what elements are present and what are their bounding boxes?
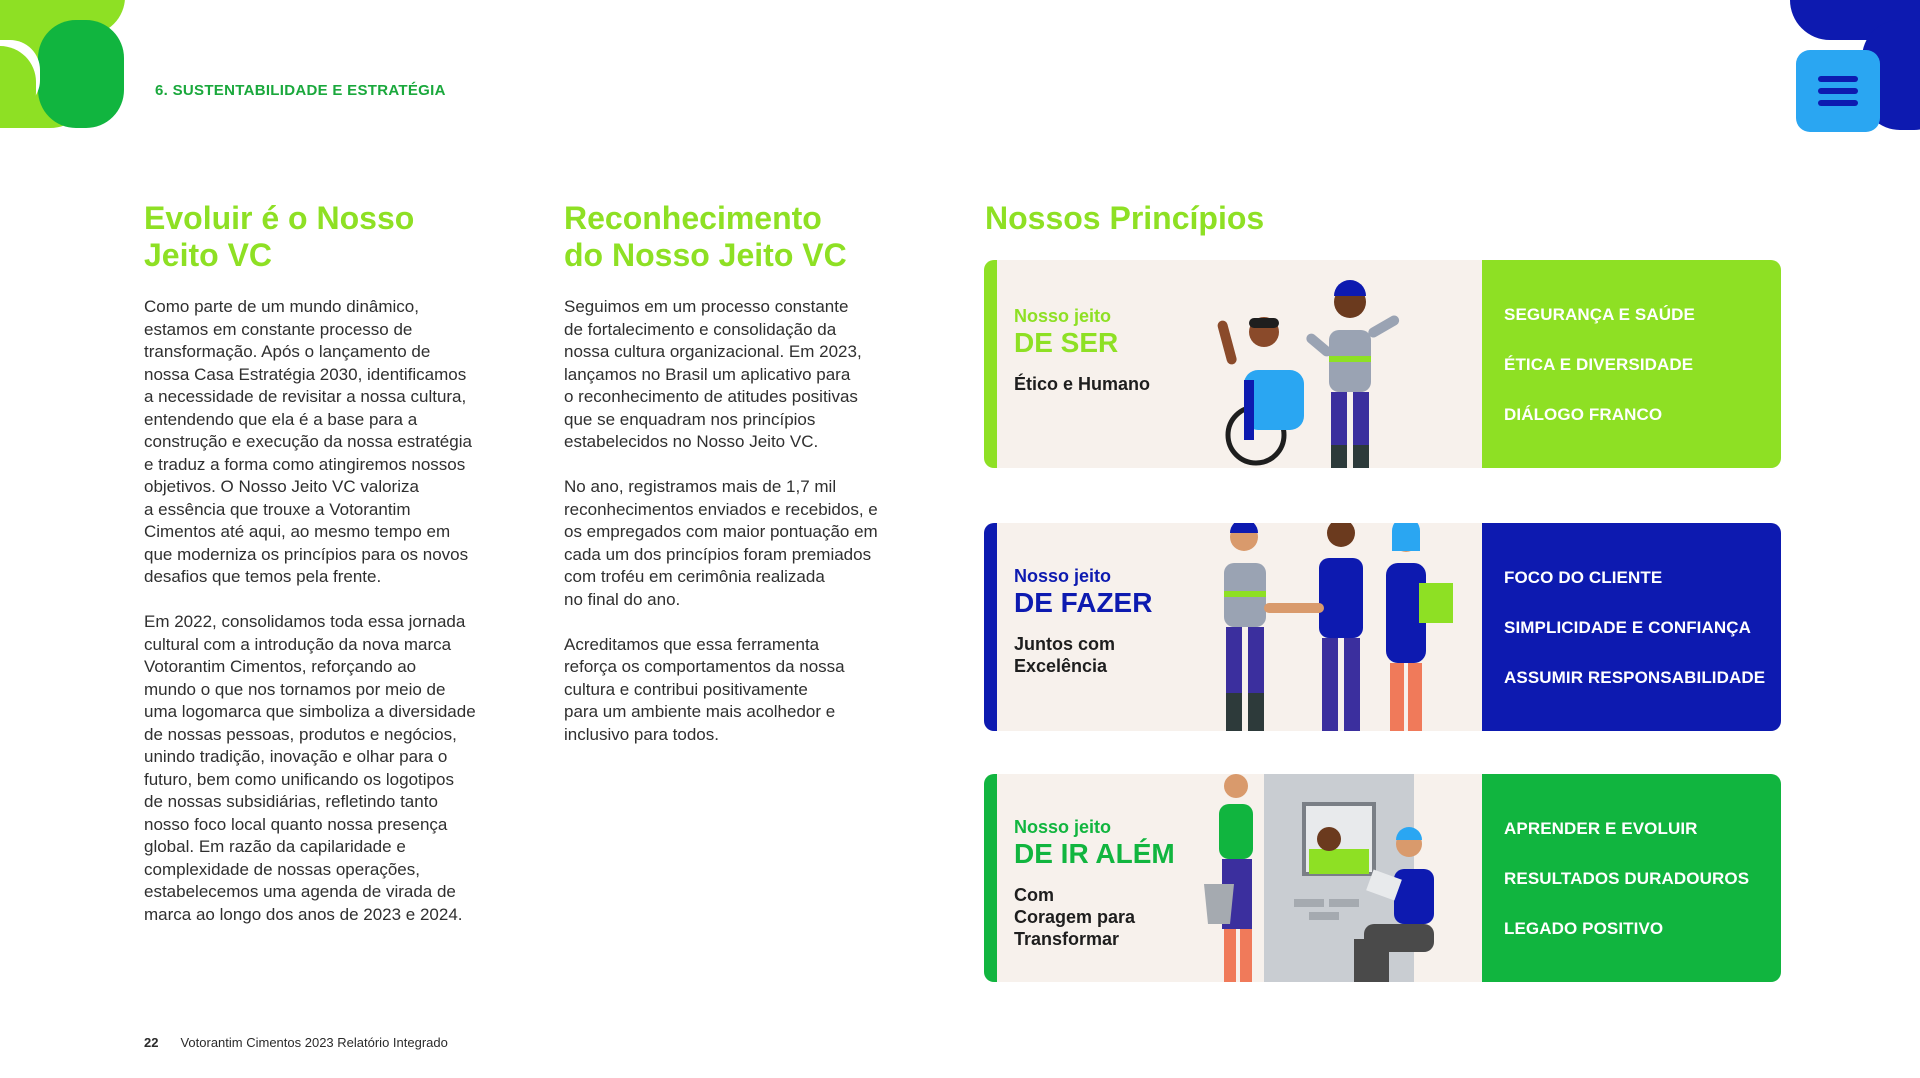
people-illustration <box>1204 774 1484 982</box>
value-item: FOCO DO CLIENTE <box>1504 567 1663 587</box>
page-footer <box>144 1035 448 1050</box>
card-kicker: Nosso jeito <box>1014 306 1112 326</box>
card-values <box>1482 260 1781 468</box>
paragraph: No ano, registramos mais de 1,7 mil reconhecimentos enviados e recebidos, e os empregados com maior pontuação em cada um dos princípios foram premiados com troféu em cerimônia realizada no final do ano. <box>564 477 878 609</box>
card-title: DE IR ALÉM <box>1014 838 1175 869</box>
card-accent-stripe <box>984 774 997 982</box>
card-kicker: Nosso jeito <box>1014 566 1112 586</box>
card-title: DE FAZER <box>1014 587 1153 618</box>
principles-title: Nossos Princípios <box>985 200 1265 236</box>
card-subtitle: Com Coragem para Transformar <box>1014 885 1136 949</box>
principle-card-de-ser <box>984 260 1781 468</box>
card-accent-stripe <box>984 523 997 731</box>
hamburger-menu-icon <box>1818 76 1858 106</box>
paragraph: Em 2022, consolidamos toda essa jornada cultural com a introdução da nova marca Votorantim Cimentos, reforçando ao mundo o que nos tornamos por meio de uma logomarca que simboliza a diversidade de nossas pessoas, produtos e negócios, unindo tradição, inovação e olhar para o futuro, bem como unificando os logotipos de nossas subsidiárias, refletindo tanto nosso foco local quanto nossa presença global. Em razão da capilaridade e complexidade de nossas operações, estabelecemos uma agenda de virada de marca ao longo dos anos de 2023 e 2024. <box>144 612 476 924</box>
value-item: SIMPLICIDADE E CONFIANÇA <box>1504 617 1752 637</box>
card-kicker: Nosso jeito <box>1014 817 1112 837</box>
menu-button[interactable] <box>1796 50 1880 132</box>
paragraph: Como parte de um mundo dinâmico, estamos em constante processo de transformação. Após o lançamento de nossa Casa Estratégia 2030, identificamos a necessidade de revisitar a nossa cultura, entendendo que ela é a base para a construção e execução da nossa estratégia e traduz a forma como atingiremos nossos objetivos. O Nosso Jeito VC valoriza a essência que trouxe a Votorantim Cimentos até aqui, ao mesmo tempo em que moderniza os princípios para os novos desafios que temos pela frente. <box>144 297 472 586</box>
value-item: LEGADO POSITIVO <box>1504 918 1664 938</box>
paragraph: Acreditamos que essa ferramenta reforça os comportamentos da nossa cultura e contribui positivamente para um ambiente mais acolhedor e inclusivo para todos. <box>564 634 845 744</box>
value-item: ASSUMIR RESPONSABILIDADE <box>1504 667 1766 687</box>
paragraph: Seguimos em um processo constante de fortalecimento e consolidação da nossa cultura organizacional. Em 2023, lançamos no Brasil um aplicativo para o reconhecimento de atitudes positivas que se enquadram nos princípios estabelecidos no Nosso Jeito VC. <box>564 297 862 451</box>
publication-title: Votorantim Cimentos 2023 Relatório Integrado <box>180 1035 448 1050</box>
value-item: SEGURANÇA E SAÚDE <box>1504 304 1695 324</box>
card-intro <box>1014 816 1199 950</box>
column-title: Evoluir é o Nosso Jeito VC <box>144 200 415 273</box>
column-reconhecimento <box>564 200 934 769</box>
card-title: DE SER <box>1014 327 1119 358</box>
card-intro <box>1014 565 1199 677</box>
value-item: APRENDER E EVOLUIR <box>1504 818 1698 838</box>
value-item: RESULTADOS DURADOUROS <box>1504 868 1750 888</box>
principle-card-de-ir-alem <box>984 774 1781 982</box>
card-accent-stripe <box>984 260 997 468</box>
card-intro <box>1014 305 1199 395</box>
principle-card-de-fazer <box>984 523 1781 731</box>
brand-shape-top-left <box>0 0 130 130</box>
card-subtitle: Ético e Humano <box>1014 374 1151 394</box>
section-label: 6. SUSTENTABILIDADE E ESTRATÉGIA <box>155 82 446 99</box>
card-values <box>1482 774 1781 982</box>
card-subtitle: Juntos com Excelência <box>1014 634 1116 676</box>
people-illustration <box>1204 523 1484 731</box>
value-item: ÉTICA E DIVERSIDADE <box>1504 354 1694 374</box>
page-number: 22 <box>144 1035 159 1050</box>
column-evoluir <box>144 200 504 949</box>
value-item: DIÁLOGO FRANCO <box>1504 404 1663 424</box>
card-values <box>1482 523 1781 731</box>
column-title: Reconhecimento do Nosso Jeito VC <box>564 200 847 273</box>
people-illustration <box>1204 260 1484 468</box>
